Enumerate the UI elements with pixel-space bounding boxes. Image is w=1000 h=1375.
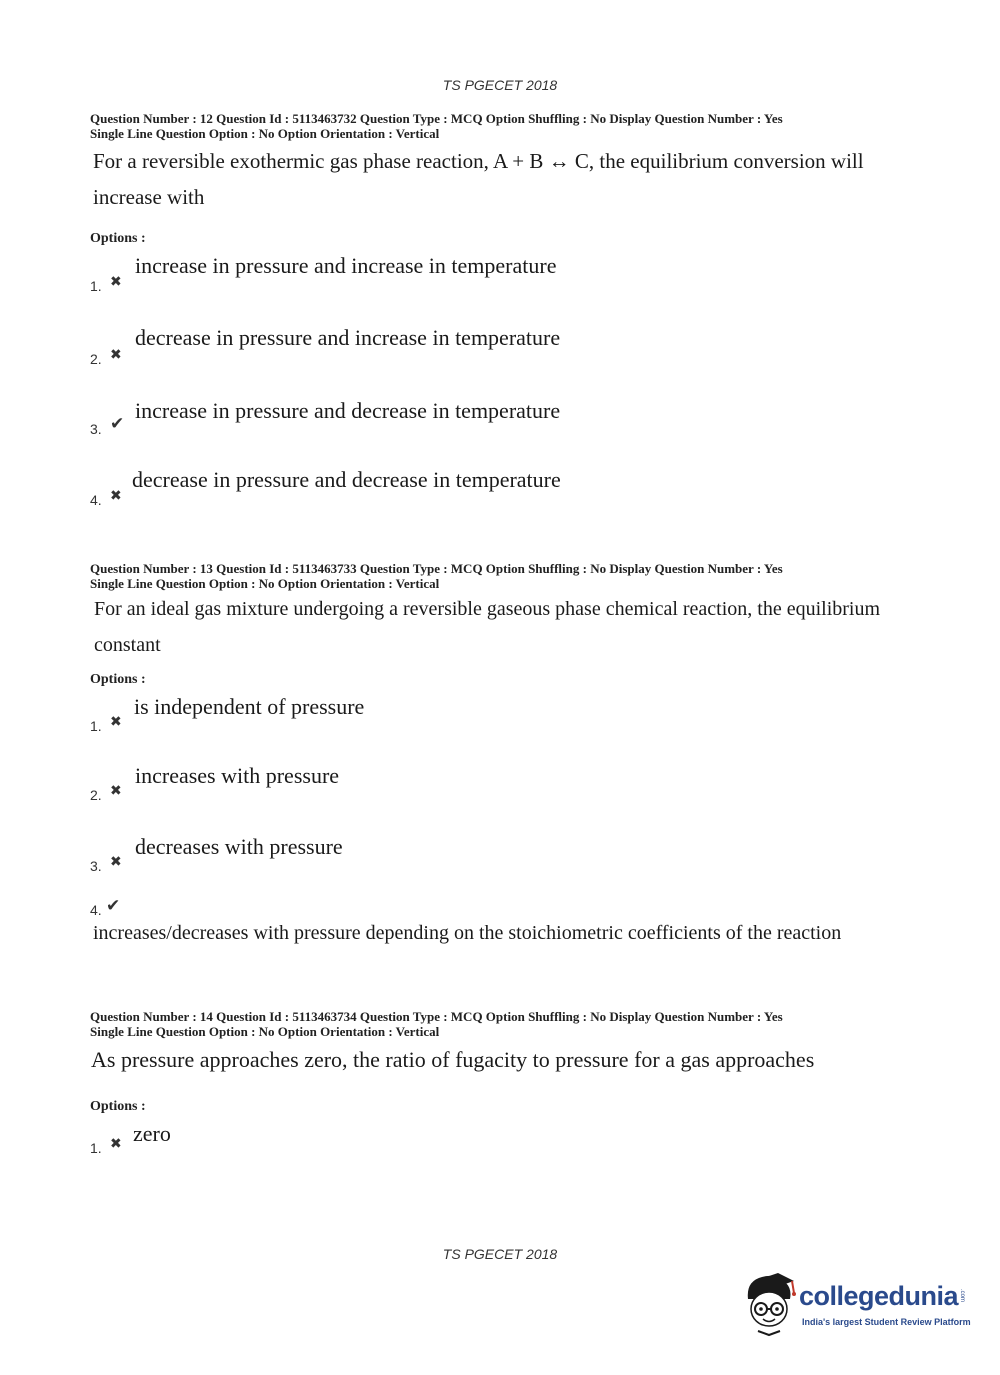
options-label: Options : (90, 231, 146, 246)
question-meta-line2: Single Line Question Option : No Option Orientation : Vertical (90, 126, 440, 141)
option-text: decrease in pressure and decrease in temperature (132, 467, 561, 492)
question-text-line1: For a reversible exothermic gas phase reaction, A + B ↔ C, the equilibrium conversion will (93, 149, 864, 173)
checkmark-icon: ✔ (110, 414, 125, 433)
question-13-text (94, 591, 924, 663)
option-number: 3. (90, 858, 102, 874)
option-text: decreases with pressure (135, 834, 343, 859)
collegedunia-logo (742, 1271, 972, 1341)
options-label: Options : (90, 672, 146, 687)
question-12-text (93, 143, 923, 215)
mascot-icon (742, 1271, 800, 1341)
option-number: 4. (90, 902, 102, 918)
question-meta-line1: Question Number : 14 Question Id : 5113463734 Question Type : MCQ Option Shuffling : No Display Question Number : Yes (90, 1009, 783, 1024)
logo-dotcom: .com (959, 1289, 965, 1303)
page-header: TS PGECET 2018 (442, 77, 558, 93)
question-13-meta (90, 561, 783, 591)
option-number: 1. (90, 1140, 102, 1156)
option-text: increases with pressure (135, 763, 340, 788)
option-number: 1. (90, 718, 102, 734)
question-text-line2: increase with (93, 185, 205, 209)
cross-icon: ✖ (110, 784, 122, 799)
cross-icon: ✖ (110, 715, 122, 730)
option-number: 2. (90, 787, 102, 803)
question-text-line1: For an ideal gas mixture undergoing a reversible gaseous phase chemical reaction, the equilibrium (94, 598, 881, 620)
option-text: increase in pressure and decrease in temperature (135, 398, 561, 423)
option-text: increases/decreases with pressure depending on the stoichiometric coefficients of the reaction (93, 922, 842, 944)
question-14-text (91, 1042, 921, 1078)
option-number: 3. (90, 421, 102, 437)
option-text: zero (133, 1121, 171, 1146)
option-number: 2. (90, 351, 102, 367)
question-12-meta (90, 111, 783, 141)
page-footer: TS PGECET 2018 (442, 1246, 558, 1262)
option-number: 1. (90, 278, 102, 294)
question-meta-line2: Single Line Question Option : No Option Orientation : Vertical (90, 576, 440, 591)
question-text-line2: constant (94, 634, 161, 656)
option-text: decrease in pressure and increase in temperature (135, 325, 561, 350)
cross-icon: ✖ (110, 348, 122, 363)
cross-icon: ✖ (110, 275, 122, 290)
logo-wordmark: collegedunia (799, 1281, 959, 1311)
options-label: Options : (90, 1099, 146, 1114)
option-text: increase in pressure and increase in temperature (135, 253, 557, 278)
question-meta-line2: Single Line Question Option : No Option Orientation : Vertical (90, 1024, 440, 1039)
cross-icon: ✖ (110, 489, 122, 504)
option-number: 4. (90, 492, 102, 508)
cross-icon: ✖ (110, 855, 122, 870)
cross-icon: ✖ (110, 1137, 122, 1152)
checkmark-icon: ✔ (106, 896, 121, 915)
option-text: is independent of pressure (134, 694, 365, 719)
question-meta-line1: Question Number : 12 Question Id : 5113463732 Question Type : MCQ Option Shuffling : No Display Question Number : Yes (90, 111, 783, 126)
question-meta-line1: Question Number : 13 Question Id : 5113463733 Question Type : MCQ Option Shuffling : No Display Question Number : Yes (90, 561, 783, 576)
question-14-meta (90, 1009, 783, 1039)
question-text-line1: As pressure approaches zero, the ratio of fugacity to pressure for a gas approaches (91, 1047, 815, 1072)
logo-tagline: India's largest Student Review Platform (802, 1317, 971, 1327)
